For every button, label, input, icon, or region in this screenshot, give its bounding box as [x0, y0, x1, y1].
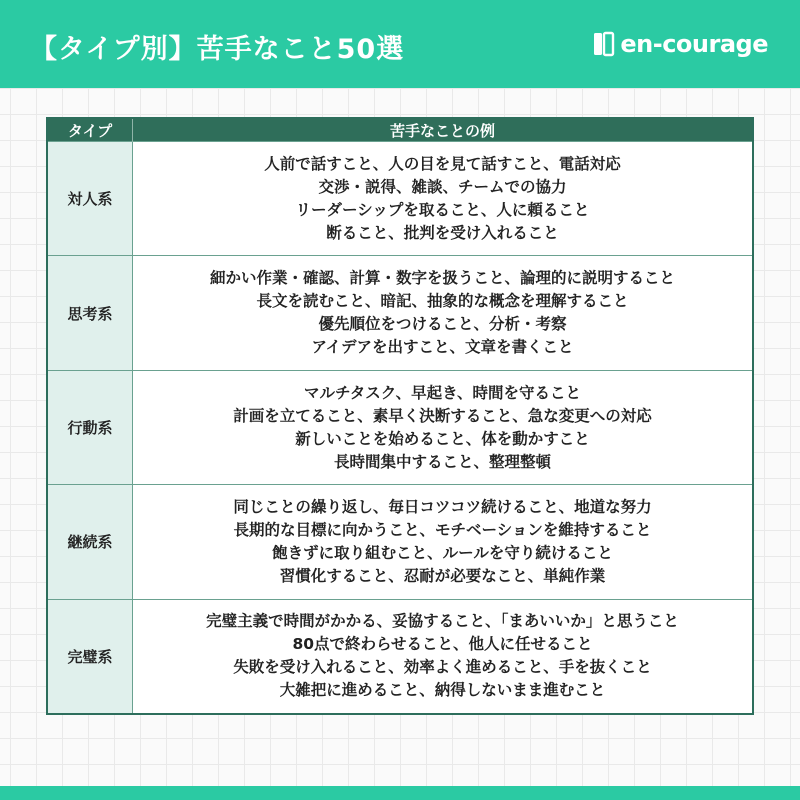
example-line: リーダーシップを取ること、人に頼ること — [295, 200, 590, 219]
table-row — [48, 370, 752, 484]
example-line: 長時間集中すること、整理整頓 — [333, 452, 551, 471]
example-line: アイデアを出すこと、文章を書くこと — [311, 338, 574, 357]
brand-logo-text: en-courage — [620, 30, 768, 58]
example-line: 優先順位をつけること、分析・考察 — [318, 315, 567, 334]
table-header-row — [48, 119, 752, 142]
examples-cell — [133, 599, 753, 713]
example-line: 細かい作業・確認、計算・数字を扱うこと、論理的に説明すること — [209, 269, 675, 288]
examples-cell — [133, 256, 753, 370]
type-cell: 完璧系 — [48, 599, 133, 713]
type-cell: 思考系 — [48, 256, 133, 370]
table-row — [48, 142, 752, 256]
column-header-examples: 苦手なことの例 — [133, 119, 753, 142]
examples-cell — [133, 370, 753, 484]
example-line: 交渉・説得、雑談、チームでの協力 — [318, 177, 567, 196]
example-line: 習慣化すること、忍耐が必要なこと、単純作業 — [279, 566, 606, 585]
type-cell: 継続系 — [48, 485, 133, 599]
table-row — [48, 485, 752, 599]
examples-cell — [133, 485, 753, 599]
brand-logo[interactable] — [593, 30, 768, 58]
type-cell: 対人系 — [48, 142, 133, 256]
type-cell: 行動系 — [48, 370, 133, 484]
header-banner — [0, 0, 800, 88]
page-title: 【タイプ別】苦手なこと50選 — [30, 34, 405, 65]
example-line: 人前で話すこと、人の目を見て話すこと、電話対応 — [264, 154, 621, 173]
table-row — [48, 599, 752, 713]
example-line: 80点で終わらせること、他人に任せること — [292, 635, 593, 654]
table-row — [48, 256, 752, 370]
book-icon — [593, 31, 615, 57]
example-line: 完璧主義で時間がかかる、妥協すること、「まあいいか」と思うこと — [206, 612, 679, 631]
weakness-table — [46, 117, 754, 715]
example-line: 同じことの繰り返し、毎日コツコツ続けること、地道な努力 — [233, 497, 652, 516]
footer-bar — [0, 786, 800, 800]
example-line: マルチタスク、早起き、時間を守ること — [304, 383, 581, 402]
example-line: 計画を立てること、素早く決断すること、急な変更への対応 — [233, 406, 652, 425]
example-line: 大雑把に進めること、納得しないまま進むこと — [279, 681, 606, 700]
example-line: 新しいことを始めること、体を動かすこと — [295, 429, 590, 448]
examples-cell — [133, 142, 753, 256]
example-line: 失敗を受け入れること、効率よく進めること、手を抜くこと — [233, 658, 652, 677]
example-line: 長文を読むこと、暗記、抽象的な概念を理解すること — [256, 292, 629, 311]
example-line: 長期的な目標に向かうこと、モチベーションを維持すること — [233, 520, 652, 539]
example-line: 飽きずに取り組むこと、ルールを守り続けること — [272, 543, 613, 562]
column-header-type: タイプ — [48, 119, 133, 142]
example-line: 断ること、批判を受け入れること — [326, 223, 559, 242]
